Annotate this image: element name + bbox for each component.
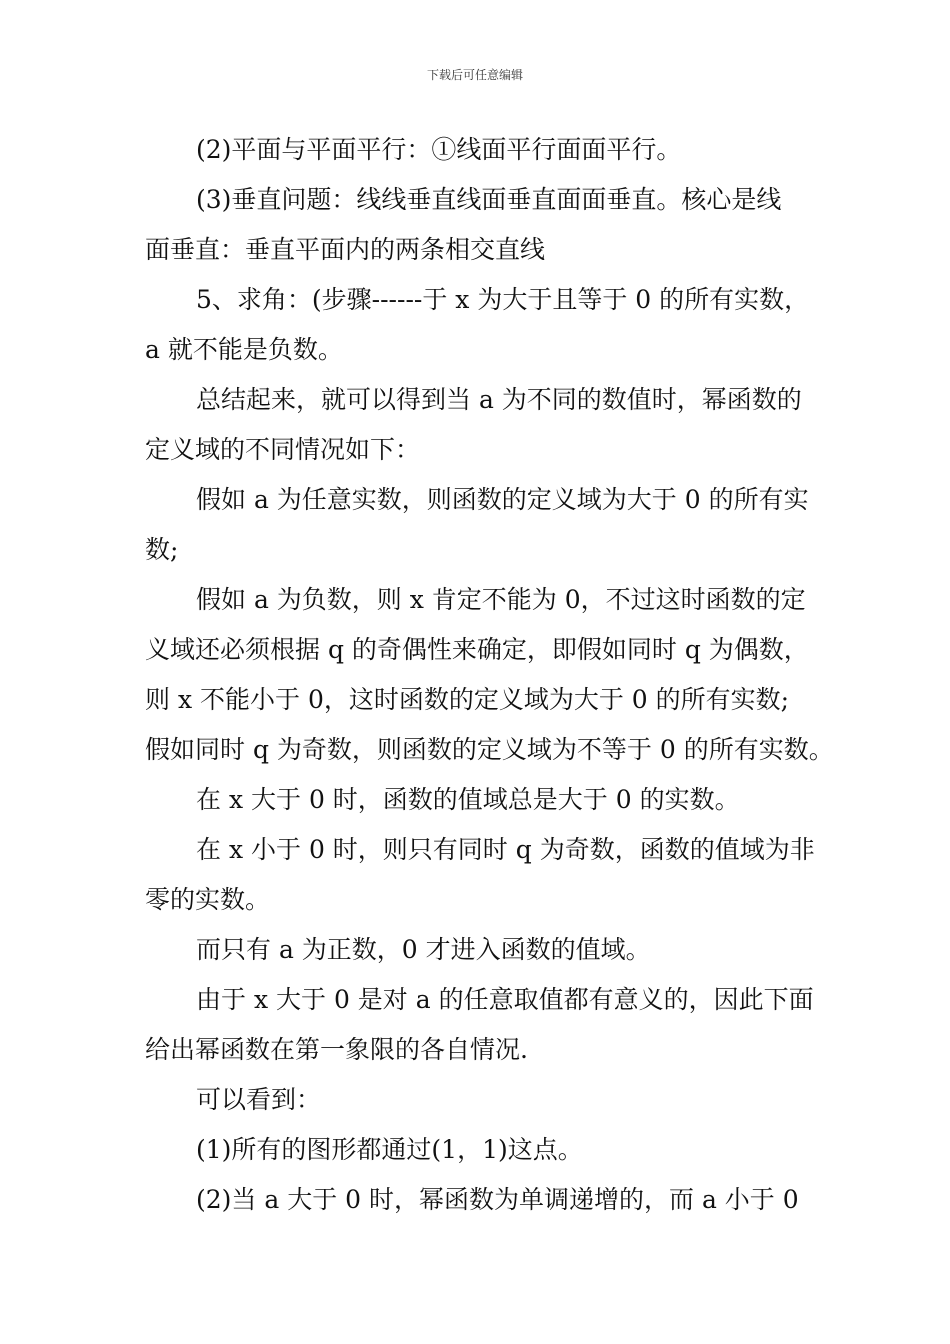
text-line: 在 x 小于 0 时，则只有同时 q 为奇数，函数的值域为非 bbox=[196, 835, 815, 864]
text-line: 假如 a 为任意实数，则函数的定义域为大于 0 的所有实 bbox=[196, 485, 809, 514]
text-line: 则 x 不能小于 0，这时函数的定义域为大于 0 的所有实数; bbox=[145, 685, 790, 714]
text-line: 可以看到： bbox=[196, 1085, 322, 1114]
text-line: 总结起来，就可以得到当 a 为不同的数值时，幂函数的 bbox=[196, 385, 802, 414]
text-line: 数; bbox=[145, 535, 179, 564]
text-line: a 就不能是负数。 bbox=[145, 335, 343, 364]
text-line: (2)当 a 大于 0 时，幂函数为单调递增的，而 a 小于 0 bbox=[196, 1185, 799, 1214]
text-line: 在 x 大于 0 时，函数的值域总是大于 0 的实数。 bbox=[196, 785, 740, 814]
text-line: (3)垂直问题：线线垂直线面垂直面面垂直。核心是线 bbox=[196, 185, 782, 214]
text-line: 面垂直：垂直平面内的两条相交直线 bbox=[145, 235, 546, 264]
text-line: 假如 a 为负数，则 x 肯定不能为 0，不过这时函数的定 bbox=[196, 585, 806, 614]
text-line: 零的实数。 bbox=[145, 885, 271, 914]
text-line: 而只有 a 为正数，0 才进入函数的值域。 bbox=[196, 935, 651, 964]
text-line: 给出幂函数在第一象限的各自情况. bbox=[145, 1035, 528, 1064]
text-line: 假如同时 q 为奇数，则函数的定义域为不等于 0 的所有实数。 bbox=[145, 735, 834, 764]
text-line: (1)所有的图形都通过(1，1)这点。 bbox=[196, 1135, 583, 1164]
text-line: 由于 x 大于 0 是对 a 的任意取值都有意义的，因此下面 bbox=[196, 985, 814, 1014]
text-line: 定义域的不同情况如下： bbox=[145, 435, 421, 464]
page-header: 下载后可任意编辑 bbox=[426, 68, 523, 82]
text-line: (2)平面与平面平行：①线面平行面面平行。 bbox=[196, 135, 682, 164]
text-line: 5、求角：(步骤------于 x 为大于且等于 0 的所有实数， bbox=[196, 285, 810, 314]
text-line: 义域还必须根据 q 的奇偶性来确定，即假如同时 q 为偶数， bbox=[145, 635, 809, 664]
